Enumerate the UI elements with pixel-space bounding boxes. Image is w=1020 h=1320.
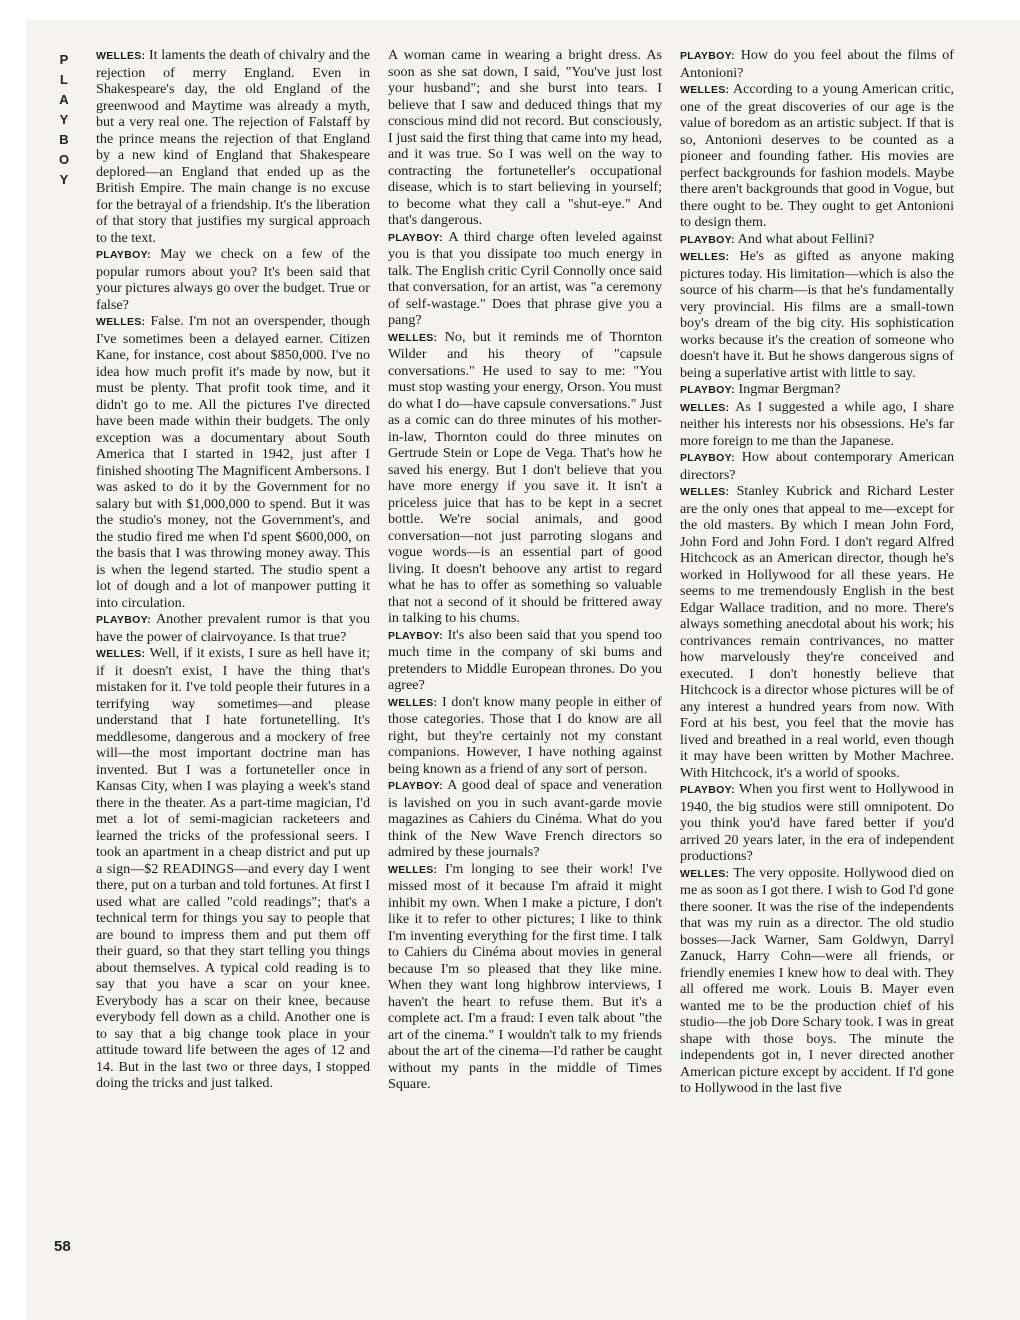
interview-paragraph — [680, 231, 954, 249]
interview-paragraph — [680, 81, 954, 231]
speaker-label: WELLES: — [96, 316, 146, 328]
text-column-3 — [680, 47, 954, 1262]
speaker-label: WELLES: — [680, 867, 730, 880]
paragraph-text: And what about Fellini? — [737, 230, 875, 247]
speaker-label: PLAYBOY: — [96, 249, 151, 261]
masthead-letter: P — [59, 52, 69, 67]
paragraph-text: It's also been said that you spend too much time in the company of ski bums and pretenders to Middle European thrones. Do you agree? — [388, 626, 662, 693]
interview-paragraph — [388, 47, 662, 229]
interview-paragraph — [388, 229, 662, 329]
speaker-label: PLAYBOY: — [96, 614, 151, 626]
paragraph-text: A third charge often leveled against you is that you dissipate too much energy in talk. The English critic Cyril Connolly once said that conversation, for an artist, was "a ceremony of self-wastage." Does that phrase give you a pang? — [388, 228, 662, 328]
page-number: 58 — [54, 1238, 71, 1255]
interview-paragraph — [96, 313, 370, 611]
paragraph-text: When you first went to Hollywood in 1940, the big studios were still omnipotent. Do you think you'd have fared better if you'd arrived 20 years later, in the era of independent productions? — [680, 781, 954, 864]
interview-paragraph — [680, 399, 954, 450]
paragraph-text: A woman came in wearing a bright dress. As soon as she sat down, I said, "You've just lost your husband"; and she burst into tears. I believe that I saw and deduced things that my conscious mind did not record. But consciously, I just said the first thing that came into my head, and it was true. So I was well on the way to contracting the fortuneteller's occupational disease, which is to start believing in yourself; to become what they call a "shut-eye." And that's dangerous. — [388, 47, 662, 228]
paragraph-text: How do you feel about the films of Antonioni? — [680, 47, 954, 81]
speaker-label: PLAYBOY: — [388, 231, 443, 244]
speaker-label: WELLES: — [680, 486, 730, 498]
interview-paragraph — [388, 777, 662, 861]
interview-paragraph — [96, 611, 370, 645]
interview-paragraph — [680, 47, 954, 81]
interview-paragraph — [96, 47, 370, 246]
speaker-label: WELLES: — [388, 863, 438, 876]
interview-paragraph — [388, 329, 662, 627]
interview-paragraph — [680, 248, 954, 381]
paragraph-text: Another prevalent rumor is that you have the power of clairvoyance. Is that true? — [96, 611, 370, 645]
speaker-label: WELLES: — [680, 84, 730, 96]
masthead-letter: A — [59, 92, 69, 107]
interview-paragraph — [680, 483, 954, 781]
paragraph-text: As I suggested a while ago, I share neither his interests nor his obsessions. He's far more foreign to me than the Japanese. — [680, 398, 954, 449]
masthead-letter: B — [59, 132, 69, 147]
paragraph-text: I'm longing to see their work! I've missed most of it because I'm afraid it might inhibit my own. When I make a picture, I don't like it to refer to other pictures; I like to think I'm inventing everything for the first time. I talk to Cahiers du Cinéma about movies in general because I'm so pleased that they like mine. When they want long highbrow interviews, I haven't the heart to refuse them. But it's a complete act. I'm a fraud: I even talk about "the art of the cinema." I wouldn't talk to my friends about the art of the cinema—I'd rather be caught without my pants in the middle of Times Square. — [388, 860, 662, 1092]
paragraph-text: A good deal of space and veneration is lavished on you in such avant-garde movie magazines as Cahiers du Cinéma. What do you think of the New Wave French directors so admired by these journals? — [388, 777, 662, 860]
speaker-label: WELLES: — [96, 50, 146, 62]
masthead-playboy — [52, 50, 76, 190]
paragraph-text: Ingmar Bergman? — [738, 381, 841, 397]
speaker-label: PLAYBOY: — [680, 384, 735, 396]
interview-paragraph — [680, 781, 954, 865]
speaker-label: WELLES: — [680, 251, 730, 263]
interview-paragraph — [96, 645, 370, 1092]
speaker-label: WELLES: — [680, 401, 730, 414]
paragraph-text: He's as gifted as anyone making pictures today. His limitation—which is also the source of his charm—is that he's fundamentally very provincial. His films are a small-town boy's dream of the big city. His sophistication works because it's the creation of someone who doesn't have it. But he shows dangerous signs of being a superlative artist with little to say. — [680, 248, 954, 381]
masthead-letter: O — [58, 152, 70, 167]
speaker-label: PLAYBOY: — [680, 50, 735, 62]
interview-paragraph — [388, 694, 662, 778]
speaker-label: WELLES: — [388, 696, 438, 709]
speaker-label: PLAYBOY: — [680, 452, 735, 464]
paragraph-text: It laments the death of chivalry and the rejection of merry England. Even in Shakespeare's day, the old England of the greenwood and Maytime was already a myth, but a very real one. The rejection of Falstaff by the prince means the rejection of that England by a new kind of England that Shakespeare deplored—an England that ended up as the British Empire. The main change is no excuse for the betrayal of a friendship. It's the liberation of that story that justifies my surgical approach to the text. — [96, 47, 370, 246]
paragraph-text: According to a young American critic, one of the great discoveries of our age is the value of boredom as an artistic subject. If that is so, Antonioni deserves to be counted as a pioneer and founding father. His movies are perfect backgrounds for fashion models. Maybe there aren't backgrounds that good in Vogue, but there ought to be. They ought to get Antonioni to design them. — [680, 81, 954, 230]
interview-paragraph — [680, 449, 954, 483]
speaker-label: WELLES: — [96, 648, 146, 660]
text-column-1 — [96, 47, 370, 1262]
speaker-label: PLAYBOY: — [388, 780, 443, 792]
paragraph-text: No, but it reminds me of Thornton Wilder and his theory of "capsule conversations." He used to say to me: "You must stop wasting your energy, Orson. You must do what I do—have capsule conversations." Just as a comic can do three minutes of his mother-in-law, Thornton could do three minutes on Gertrude Stein or Lope de Vega. That's how he saved his energy. But I don't believe that you have more energy if you save it. It isn't a priceless juice that has to be kept in a secret bottle. We're social animals, and good conversation—not just parroting slogans and vogue words—is an essential part of good living. It doesn't behoove any artist to regard what he has to offer as something so valuable that not a second of it should be frittered away in talking to his chums. — [388, 328, 662, 626]
paragraph-text: The very opposite. Hollywood died on me as soon as I got there. I wish to God I'd gone there sooner. It was the rise of the independents that was my ruin as a director. The old studio bosses—Jack Warner, Sam Goldwyn, Darryl Zanuck, Harry Cohn—were all friends, or friendly enemies I knew how to deal with. They all offered me work. Louis B. Mayer even wanted me to be the production chief of his studio—the job Dore Schary took. I was in great shape with those boys. The minute the independents got in, I never directed another American picture except by accident. If I'd gone to Hollywood in the last five — [680, 864, 954, 1096]
paragraph-text: False. I'm not an overspender, though I've sometimes been a delayed earner. Citizen Kane, for instance, cost about $850,000. I've no idea how much profit it's made by now, but it must be plenty. That profit took time, and it didn't go to me. All the pictures I've directed have been made within their budgets. The only exception was a documentary about South America that I started in 1942, just after I finished shooting The Magnificent Ambersons. I was asked to do it by the Government for no salary but with $1,000,000 to spend. But it was the studio's money, not the Government's, and the studio fired me when I'd spent $600,000, on the basis that I was throwing money away. This is when the legend started. The studio spent a lot of dough and a lot of manpower putting it into circulation. — [96, 313, 370, 611]
interview-paragraph — [388, 627, 662, 694]
paragraph-text: May we check on a few of the popular rumors about you? It's been said that your pictures always go over the budget. True or false? — [96, 246, 370, 313]
paragraph-text: Stanley Kubrick and Richard Lester are the only ones that appeal to me—except for the old masters. By which I mean John Ford, John Ford and John Ford. I don't regard Alfred Hitchcock as an American director, though he's worked in Hollywood for all these years. He seems to me tremendously English in the best Edgar Wallace tradition, and no more. There's always something anecdotal about his work; his contrivances remain contrivances, no matter how marvelously they're conceived and executed. I don't honestly believe that Hitchcock is a director whose pictures will be of any interest a hundred years from now. With Ford at his best, you feel that the movie has lived and breathed in a real world, even though it may have been written by Mother Machree. With Hitchcock, it's a world of spooks. — [680, 483, 954, 781]
speaker-label: PLAYBOY: — [680, 233, 735, 246]
masthead-letter: Y — [59, 172, 69, 187]
interview-paragraph — [96, 246, 370, 313]
text-column-2 — [388, 47, 662, 1262]
masthead-letter: Y — [59, 112, 69, 127]
paragraph-text: Well, if it exists, I sure as hell have it; if it doesn't exist, I have the thing that's mistaken for it. I've told people their futures in a terrifying way sometimes—and please understand that I hate fortunetelling. It's meddlesome, dangerous and a mockery of free will—the most important doctrine man has invented. But I was a fortuneteller once in Kansas City, when I was playing a week's stand there in the theater. As a part-time magician, I'd met a lot of semi-magician racketeers and learned the tricks of the professional seers. I took an apartment in a cheap district and put up a sign—$2 READINGS—and every day I went there, put on a turban and told fortunes. At first I used what are called "cold readings"; that's a technical term for things you say to people that are bound to impress them and put them off their guard, so that they start telling you things about themselves. A typical cold reading is to say that you have a scar on your knee. Everybody has a scar on their knee, because everybody fell down as a child. Another one is to say that a big change took place in your attitude toward life between the ages of 12 and 14. But in the last two or three days, I stopped doing the tricks and just talked. — [96, 645, 370, 1091]
interview-paragraph — [680, 865, 954, 1097]
paragraph-text: How about contemporary American directors? — [680, 449, 954, 483]
speaker-label: WELLES: — [388, 331, 438, 344]
interview-paragraph — [388, 861, 662, 1093]
paragraph-text: I don't know many people in either of those categories. Those that I do know are all right, but they're certainly not my constant companions. However, I have nothing against being known as a friend of any sort of person. — [388, 693, 662, 777]
speaker-label: PLAYBOY: — [388, 629, 443, 642]
masthead-letter: L — [60, 72, 68, 87]
speaker-label: PLAYBOY: — [680, 784, 735, 796]
interview-paragraph — [680, 381, 954, 399]
